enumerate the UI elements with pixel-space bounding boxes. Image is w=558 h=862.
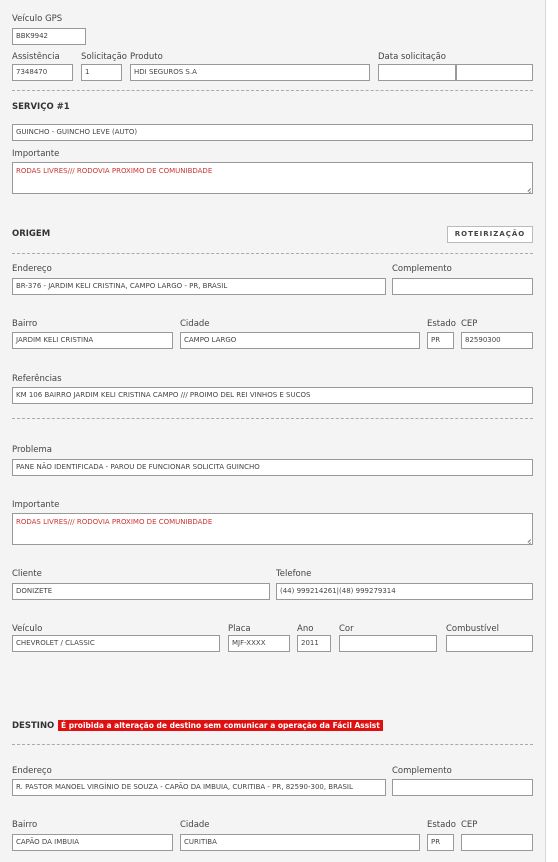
problema-importante-textarea[interactable] xyxy=(12,513,533,545)
cliente-field[interactable]: DONIZETE xyxy=(12,583,270,600)
veiculo-gps-field[interactable]: BBK9942 xyxy=(12,28,86,45)
problema-importante-text: RODAS LIVRES/// RODOVIA PROXIMO DE COMUNIBDADE xyxy=(16,518,213,526)
veiculo-gps-label: Veículo GPS xyxy=(12,14,63,24)
destino-cidade-field[interactable]: CURITIBA xyxy=(180,834,420,851)
destino-cidade-label: Cidade xyxy=(180,820,210,830)
origem-cep-field[interactable]: 82590300 xyxy=(461,332,533,349)
origem-endereco-label: Endereço xyxy=(12,264,52,274)
solicitacao-label: Solicitação xyxy=(81,52,127,62)
destino-complemento-field[interactable] xyxy=(392,779,533,796)
telefone-field[interactable]: (44) 999214261|(48) 999279314 xyxy=(276,583,533,600)
cliente-label: Cliente xyxy=(12,569,42,579)
problema-label: Problema xyxy=(12,445,52,455)
resize-grip-icon[interactable] xyxy=(525,537,531,543)
origem-cidade-field[interactable]: CAMPO LARGO xyxy=(180,332,420,349)
destino-estado-field[interactable]: PR xyxy=(427,834,454,851)
produto-label: Produto xyxy=(130,52,163,62)
origem-title: ORIGEM xyxy=(12,229,51,239)
destino-complemento-label: Complemento xyxy=(392,766,452,776)
servico-importante-label: Importante xyxy=(12,149,60,159)
veiculo-field[interactable]: CHEVROLET / CLASSIC xyxy=(12,635,220,652)
origem-referencias-label: Referências xyxy=(12,374,62,384)
ano-field[interactable]: 2011 xyxy=(297,635,331,652)
roteirizacao-button[interactable]: ROTEIRIZAÇÃO xyxy=(447,226,533,243)
destino-cep-field[interactable] xyxy=(461,834,533,851)
origem-referencias-field[interactable]: KM 106 BAIRRO JARDIM KELI CRISTINA CAMPO /// PROIMO DEL REI VINHOS E SUCOS xyxy=(12,387,533,404)
servico-title: SERVIÇO #1 xyxy=(12,102,70,112)
origem-cidade-label: Cidade xyxy=(180,319,210,329)
resize-grip-icon[interactable] xyxy=(525,186,531,192)
assistencia-label: Assistência xyxy=(12,52,60,62)
divider xyxy=(12,418,533,419)
origem-complemento-field[interactable] xyxy=(392,278,533,295)
destino-bairro-label: Bairro xyxy=(12,820,38,830)
destino-endereco-label: Endereço xyxy=(12,766,52,776)
telefone-label: Telefone xyxy=(276,569,312,579)
origem-bairro-field[interactable]: JARDIM KELI CRISTINA xyxy=(12,332,173,349)
origem-complemento-label: Complemento xyxy=(392,264,452,274)
destino-warning-badge: É proibida a alteração de destino sem comunicar a operação da Fácil Assist xyxy=(58,720,383,731)
servico-importante-text: RODAS LIVRES/// RODOVIA PROXIMO DE COMUNIBDADE xyxy=(16,167,213,175)
assistencia-field[interactable]: 7348470 xyxy=(12,64,73,81)
cor-label: Cor xyxy=(339,624,354,634)
solicitacao-field[interactable]: 1 xyxy=(81,64,122,81)
origem-estado-field[interactable]: PR xyxy=(427,332,454,349)
data-solicitacao-label: Data solicitação xyxy=(378,52,447,62)
destino-bairro-field[interactable]: CAPÃO DA IMBUIA xyxy=(12,834,173,851)
data-solicitacao-date-field[interactable] xyxy=(378,64,456,81)
servico-importante-textarea[interactable] xyxy=(12,162,533,194)
produto-field[interactable]: HDI SEGUROS S.A xyxy=(130,64,370,81)
origem-cep-label: CEP xyxy=(461,319,478,329)
divider xyxy=(12,253,533,254)
data-solicitacao-time-field[interactable] xyxy=(456,64,533,81)
combustivel-label: Combustível xyxy=(446,624,499,634)
veiculo-label: Veículo xyxy=(12,624,43,634)
cor-field[interactable] xyxy=(339,635,437,652)
placa-label: Placa xyxy=(228,624,251,634)
origem-bairro-label: Bairro xyxy=(12,319,38,329)
destino-cep-label: CEP xyxy=(461,820,478,830)
divider xyxy=(12,744,533,745)
combustivel-field[interactable] xyxy=(446,635,533,652)
problema-importante-label: Importante xyxy=(12,500,60,510)
destino-title: DESTINO xyxy=(12,721,55,731)
ano-label: Ano xyxy=(297,624,314,634)
problema-field[interactable]: PANE NÃO IDENTIFICADA - PAROU DE FUNCIONAR SOLICITA GUINCHO xyxy=(12,459,533,476)
destino-endereco-field[interactable]: R. PASTOR MANOEL VIRGÍNIO DE SOUZA - CAPÃO DA IMBUIA, CURITIBA - PR, 82590-300, BRASIL xyxy=(12,779,386,796)
destino-estado-label: Estado xyxy=(427,820,456,830)
placa-field[interactable]: MJF-XXXX xyxy=(228,635,290,652)
origem-estado-label: Estado xyxy=(427,319,456,329)
servico-field[interactable]: GUINCHO - GUINCHO LEVE (AUTO) xyxy=(12,124,533,141)
divider xyxy=(12,90,533,91)
origem-endereco-field[interactable]: BR-376 - JARDIM KELI CRISTINA, CAMPO LARGO - PR, BRASIL xyxy=(12,278,386,295)
